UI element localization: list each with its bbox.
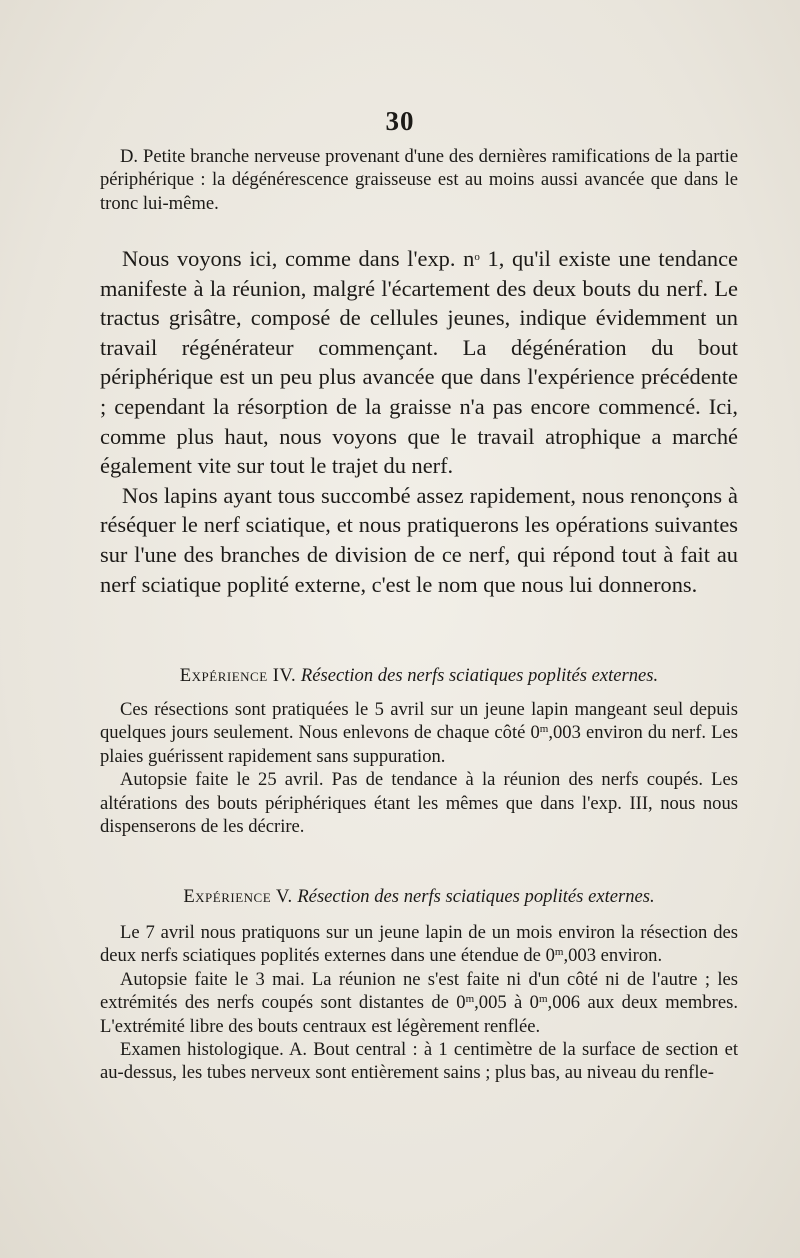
main-text-block bbox=[100, 244, 738, 599]
exp5-p1-b: ,003 environ. bbox=[563, 945, 663, 967]
experience-iv-heading bbox=[100, 664, 738, 688]
paragraph-d-text: D. Petite branche nerveuse provenant d'une des dernières ramifications de la partie périphérique : la dégénérescence graisseuse est au moins aussi avancée que dans le tronc lui-même. bbox=[100, 146, 738, 214]
exp4-p1-a: Ces résections sont pratiquées le 5 avril sur un jeune lapin mangeant seul depuis quelques jours seulement. Nous enlevons de chaque côté 0 bbox=[100, 699, 738, 744]
exp4-p1-b: ,003 environ du nerf. Les plaies guérissent rapidement sans suppuration. bbox=[100, 722, 738, 767]
exp4-p1-sup: m bbox=[539, 723, 549, 736]
exp5-p2-a: Autopsie faite le 3 mai. La réunion ne s'est faite ni d'un côté ni de l'autre ; les extrémités des nerfs coupés sont distantes de 0 bbox=[100, 968, 738, 1014]
nous-voyons-part1: Nous voyons ici, comme dans l'exp. n bbox=[122, 246, 475, 271]
exp5-paragraph-3: Examen histologique. A. Bout central : à 1 centimètre de la surface de section et au-dessus, les tubes nerveux sont entièrement sains ; plus bas, au niveau du renfle- bbox=[100, 1039, 738, 1084]
experience-iv-label: Expérience IV. bbox=[179, 665, 297, 686]
paragraph-d bbox=[100, 145, 738, 215]
exp5-p2-b: ,005 à 0 bbox=[474, 992, 539, 1014]
nous-voyons-sup: o bbox=[474, 251, 480, 263]
experience-iv-body bbox=[100, 698, 738, 838]
exp5-p1-sup: m bbox=[554, 946, 564, 959]
exp5-p2-c: ,006 aux deux membres. L'extrémité libre des bouts centraux est légèrement renflée. bbox=[100, 992, 739, 1037]
exp5-p1-a: Le 7 avril nous pratiquons sur un jeune lapin de un mois environ la résection des deux nerfs sciatiques poplités externes dans une étendue de 0 bbox=[100, 922, 738, 967]
experience-v-title: Résection des nerfs sciatiques poplités externes. bbox=[297, 886, 655, 907]
experience-v-body bbox=[100, 921, 738, 1085]
exp4-paragraph-2: Autopsie faite le 25 avril. Pas de tendance à la réunion des nerfs coupés. Les altérations des bouts périphériques étant les mêmes que dans l'exp. III, nous nous dispenserons de les décrire. bbox=[100, 769, 738, 838]
exp5-p2-sup1: m bbox=[465, 993, 475, 1006]
exp5-paragraph-1 bbox=[100, 921, 738, 968]
exp4-paragraph-1 bbox=[100, 698, 738, 768]
experience-v-label: Expérience V. bbox=[183, 886, 293, 907]
page-number: 30 bbox=[385, 106, 415, 136]
exp5-paragraph-2 bbox=[100, 968, 738, 1038]
nous-voyons-part2: 1, qu'il existe une tendance manifeste à la réunion, malgré l'écartement des deux bouts du nerf. Le tractus grisâtre, composé de cellules jeunes, indique évidemment un travail régénérateur commençant. La dégénération du bout périphérique est un peu plus avancée que dans l'expérience précédente ; cependant la résorption de la graisse n'a pas encore commencé. Ici, comme plus haut, nous voyons que le travail atrophique a marché également vite sur tout le trajet du nerf. bbox=[100, 246, 738, 479]
experience-iv-title: Résection des nerfs sciatiques poplités externes. bbox=[300, 665, 659, 686]
paragraph-nous-voyons bbox=[100, 244, 738, 481]
exp5-p2-sup2: m bbox=[538, 993, 548, 1006]
paragraph-nos-lapins: Nos lapins ayant tous succombé assez rapidement, nous renonçons à réséquer le nerf sciatique, et nous pratiquerons les opérations suivantes sur l'une des branches de division de ce nerf, qui répond tout à fait au nerf sciatique poplité externe, c'est le nom que nous lui donnerons. bbox=[100, 482, 738, 597]
experience-v-heading bbox=[100, 885, 738, 909]
